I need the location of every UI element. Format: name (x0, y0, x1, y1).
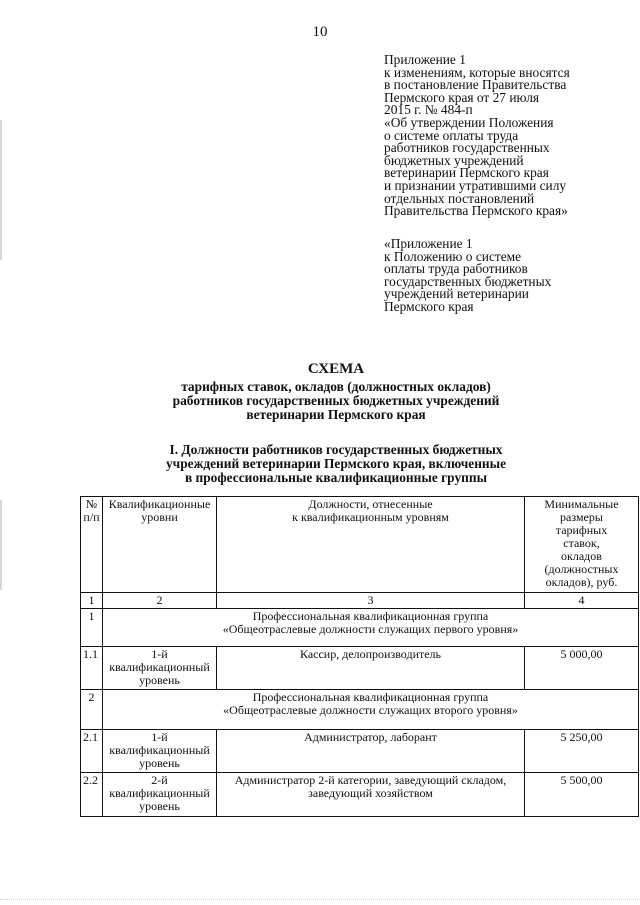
group-row (81, 690, 639, 730)
appendix-line: к Положению о системе (384, 248, 522, 264)
salary-schema-table (80, 496, 639, 817)
appendix-regulation-header (384, 238, 634, 314)
row-number: 1.1 (81, 647, 103, 690)
appendix-line: «Приложение 1 (384, 236, 473, 251)
column-number: 3 (217, 593, 525, 609)
row-salary: 5 000,00 (525, 647, 639, 690)
section-title-line: I. Должности работников государственных бюджетных (169, 442, 503, 457)
schema-title: СХЕМА (307, 361, 365, 377)
row-level: 1-й квалификационный уровень (103, 647, 217, 690)
header-num: № п/п (81, 497, 103, 593)
appendix-line: государственных бюджетных (384, 273, 552, 289)
appendix-line: Пермского края от 27 июля (384, 89, 540, 105)
page-number: 10 (312, 24, 328, 40)
row-level: 2-й квалификационный уровень (103, 773, 217, 817)
table-header-row (81, 497, 639, 593)
column-number: 2 (103, 593, 217, 609)
column-number: 1 (81, 593, 103, 609)
appendix-line: о системе оплаты труда (384, 127, 519, 143)
section-title-line: учреждений ветеринарии Пермского края, включенные (165, 456, 507, 471)
appendix-line: в постановление Правительства (384, 77, 567, 93)
appendix-line: бюджетных учреждений (384, 152, 524, 168)
schema-subtitle (0, 380, 640, 422)
table-row (81, 730, 639, 773)
column-number: 4 (525, 593, 639, 609)
group-title: Профессиональная квалификационная группа «Общеотраслевые должности служащих второго уровня» (103, 690, 639, 730)
header-level: Квалификационные уровни (103, 497, 217, 593)
header-positions: Должности, отнесенные к квалификационным уровням (217, 497, 525, 593)
column-number-row (81, 593, 639, 609)
scan-edge-mark (0, 120, 2, 260)
row-level: 1-й квалификационный уровень (103, 730, 217, 773)
row-number: 2.2 (81, 773, 103, 817)
appendix-line: и признании утратившими силу (384, 177, 567, 193)
appendix-line: 2015 г. № 484-п (384, 102, 473, 118)
appendix-amendment-header (384, 54, 634, 218)
schema-subtitle-line: ветеринарии Пермского края (246, 407, 426, 422)
appendix-line: к изменениям, которые вносятся (384, 64, 570, 80)
scan-edge-mark (0, 500, 2, 590)
scan-bottom-edge (0, 899, 640, 901)
schema-subtitle-line: работников государственных бюджетных учреждений (172, 393, 500, 408)
header-salary: Минимальные размеры тарифных ставок, окладов (должностных окладов), руб. (525, 497, 639, 593)
group-number: 2 (81, 690, 103, 730)
row-positions: Администратор 2-й категории, заведующий складом, заведующий хозяйством (217, 773, 525, 817)
row-positions: Кассир, делопроизводитель (217, 647, 525, 690)
row-positions: Администратор, лаборант (217, 730, 525, 773)
appendix-line: оплаты труда работников (384, 261, 528, 277)
appendix-line: Приложение 1 (384, 52, 466, 67)
table-row (81, 773, 639, 817)
section-title-line: в профессиональные квалификационные группы (184, 470, 488, 485)
group-title: Профессиональная квалификационная группа «Общеотраслевые должности служащих первого уровня» (103, 609, 639, 647)
section-title (0, 443, 640, 485)
group-row (81, 609, 639, 647)
table-row (81, 647, 639, 690)
appendix-line: «Об утверждении Положения (384, 114, 554, 130)
row-number: 2.1 (81, 730, 103, 773)
appendix-line: отдельных постановлений (384, 190, 535, 206)
appendix-line: учреждений ветеринарии (384, 286, 529, 302)
row-salary: 5 500,00 (525, 773, 639, 817)
appendix-line: ветеринарии Пермского края (384, 165, 549, 181)
row-salary: 5 250,00 (525, 730, 639, 773)
schema-subtitle-line: тарифных ставок, окладов (должностных окладов) (181, 379, 491, 394)
group-number: 1 (81, 609, 103, 647)
appendix-line: Пермского края (384, 298, 474, 314)
appendix-line: работников государственных (384, 140, 550, 156)
appendix-line: Правительства Пермского края» (384, 203, 568, 219)
